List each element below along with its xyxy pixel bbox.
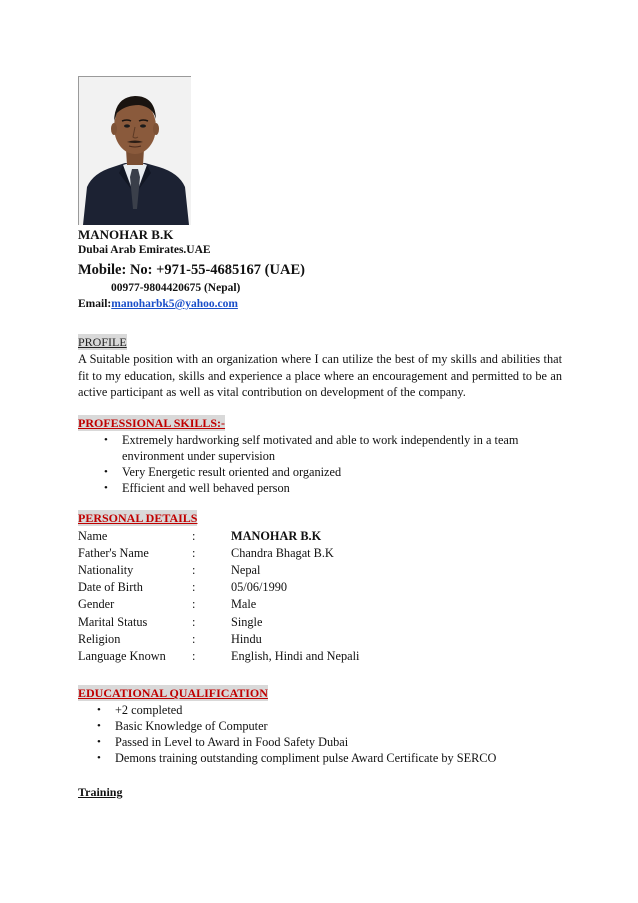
mobile-number-nepal: 00977-9804420675 (Nepal) xyxy=(111,282,241,294)
email-line xyxy=(78,296,562,312)
email-label: Email: xyxy=(78,298,112,310)
list-item: • Efficient and well behaved person xyxy=(104,480,290,495)
bullet-icon: • xyxy=(97,720,101,733)
list-item: • Basic Knowledge of Computer xyxy=(97,719,268,734)
bullet-icon: • xyxy=(97,736,101,749)
mobile-number-uae: Mobile: No: +971-55-4685167 (UAE) xyxy=(78,262,305,278)
table-row: Name : MANOHAR B.K xyxy=(78,528,322,543)
list-item: • Very Energetic result oriented and organized xyxy=(104,464,342,479)
table-row: Date of Birth : 05/06/1990 xyxy=(78,580,288,595)
list-item: • Passed in Level to Award in Food Safety Dubai xyxy=(97,735,349,750)
bullet-icon: • xyxy=(97,704,101,717)
professional-skills-heading: PROFESSIONAL SKILLS:- xyxy=(78,415,226,430)
personal-details-table xyxy=(78,528,359,666)
list-item: • +2 completed xyxy=(97,703,183,718)
bullet-icon: • xyxy=(104,481,108,494)
educational-qualification-heading: EDUCATIONAL QUALIFICATION xyxy=(78,686,268,701)
profile-text: A Suitable position with an organization where I can utilize the best of my skills and abilities that fit to my education, skills and experience a place where an encouragement and permitted to be an active participant as well as vital contribution on development of the company. xyxy=(78,352,562,399)
candidate-name: MANOHAR B.K xyxy=(78,227,174,242)
table-row: Gender : Male xyxy=(78,597,257,612)
email-link[interactable]: manoharbk5@yahoo.com xyxy=(111,298,238,310)
list-item: • Extremely hardworking self motivated and able to work independently in a team environment under supervision xyxy=(104,432,519,463)
table-row: Marital Status : Single xyxy=(78,614,263,629)
table-row: Religion : Hindu xyxy=(78,631,262,646)
training-heading: Training xyxy=(78,785,123,800)
bullet-icon: • xyxy=(104,433,108,446)
skills-list xyxy=(104,432,562,496)
bullet-icon: • xyxy=(97,752,101,765)
resume-page xyxy=(78,76,562,800)
profile-heading: PROFILE xyxy=(78,335,127,349)
education-list xyxy=(97,702,562,766)
list-item: • Demons training outstanding compliment pulse Award Certificate by SERCO xyxy=(97,751,497,766)
bullet-icon: • xyxy=(104,465,108,478)
profile-photo xyxy=(78,76,191,225)
person-portrait-image xyxy=(79,77,191,225)
table-row: Language Known : English, Hindi and Nepali xyxy=(78,648,360,663)
table-row: Nationality : Nepal xyxy=(78,562,261,577)
candidate-location: Dubai Arab Emirates.UAE xyxy=(78,244,211,256)
personal-details-heading: PERSONAL DETAILS xyxy=(78,510,198,525)
table-row: Father's Name : Chandra Bhagat B.K xyxy=(78,545,334,560)
